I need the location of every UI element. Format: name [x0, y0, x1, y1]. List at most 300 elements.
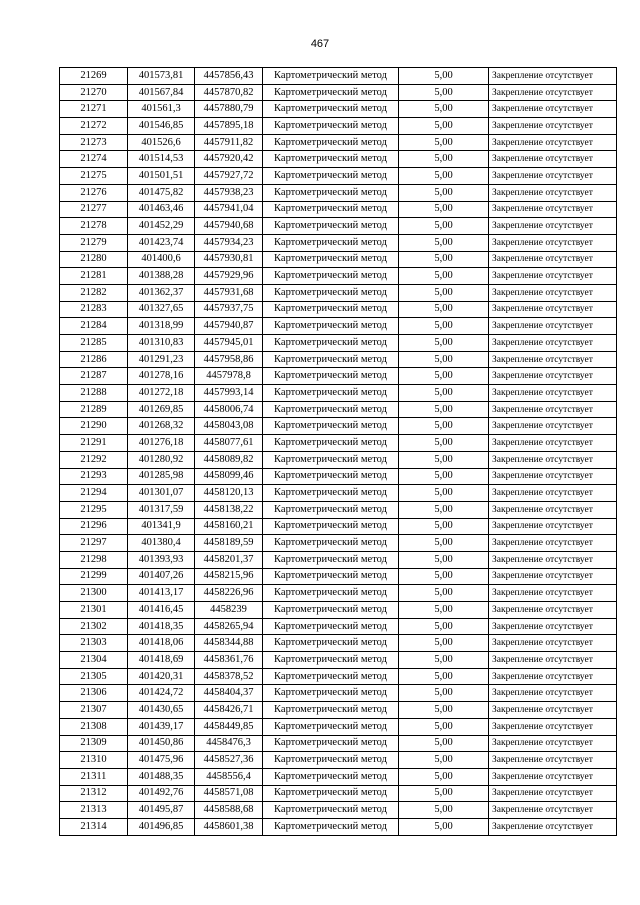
method-cell: Картометрический метод [263, 485, 399, 502]
y-coordinate-cell: 4457880,79 [195, 101, 263, 118]
fixation-cell: Закрепление отсутствует [489, 234, 617, 251]
fixation-cell: Закрепление отсутствует [489, 68, 617, 85]
table-row [60, 468, 617, 485]
x-coordinate-cell: 401413,17 [128, 585, 195, 602]
accuracy-cell: 5,00 [399, 234, 489, 251]
table-row [60, 802, 617, 819]
table-row [60, 485, 617, 502]
y-coordinate-cell: 4458449,85 [195, 718, 263, 735]
method-cell: Картометрический метод [263, 652, 399, 669]
method-cell: Картометрический метод [263, 368, 399, 385]
point-number-cell: 21292 [60, 451, 128, 468]
table-row [60, 101, 617, 118]
point-number-cell: 21287 [60, 368, 128, 385]
table-row [60, 151, 617, 168]
fixation-cell: Закрепление отсутствует [489, 602, 617, 619]
point-number-cell: 21280 [60, 251, 128, 268]
point-number-cell: 21269 [60, 68, 128, 85]
y-coordinate-cell: 4458089,82 [195, 451, 263, 468]
y-coordinate-cell: 4458265,94 [195, 618, 263, 635]
y-coordinate-cell: 4458160,21 [195, 518, 263, 535]
method-cell: Картометрический метод [263, 385, 399, 402]
y-coordinate-cell: 4458378,52 [195, 668, 263, 685]
accuracy-cell: 5,00 [399, 418, 489, 435]
x-coordinate-cell: 401514,53 [128, 151, 195, 168]
method-cell: Картометрический метод [263, 301, 399, 318]
fixation-cell: Закрепление отсутствует [489, 218, 617, 235]
page-number: 467 [310, 38, 330, 50]
method-cell: Картометрический метод [263, 318, 399, 335]
table-row [60, 418, 617, 435]
y-coordinate-cell: 4457870,82 [195, 84, 263, 101]
y-coordinate-cell: 4457927,72 [195, 168, 263, 185]
y-coordinate-cell: 4457856,43 [195, 68, 263, 85]
accuracy-cell: 5,00 [399, 451, 489, 468]
fixation-cell: Закрепление отсутствует [489, 685, 617, 702]
fixation-cell: Закрепление отсутствует [489, 468, 617, 485]
accuracy-cell: 5,00 [399, 118, 489, 135]
accuracy-cell: 5,00 [399, 268, 489, 285]
accuracy-cell: 5,00 [399, 101, 489, 118]
x-coordinate-cell: 401301,07 [128, 485, 195, 502]
method-cell: Картометрический метод [263, 568, 399, 585]
table-row [60, 201, 617, 218]
x-coordinate-cell: 401439,17 [128, 718, 195, 735]
x-coordinate-cell: 401310,83 [128, 335, 195, 352]
point-number-cell: 21294 [60, 485, 128, 502]
x-coordinate-cell: 401285,98 [128, 468, 195, 485]
y-coordinate-cell: 4458426,71 [195, 702, 263, 719]
method-cell: Картометрический метод [263, 234, 399, 251]
fixation-cell: Закрепление отсутствует [489, 485, 617, 502]
table-row [60, 668, 617, 685]
y-coordinate-cell: 4458215,96 [195, 568, 263, 585]
y-coordinate-cell: 4457945,01 [195, 335, 263, 352]
fixation-cell: Закрепление отсутствует [489, 151, 617, 168]
accuracy-cell: 5,00 [399, 251, 489, 268]
x-coordinate-cell: 401526,6 [128, 134, 195, 151]
fixation-cell: Закрепление отсутствует [489, 335, 617, 352]
table-row [60, 718, 617, 735]
point-number-cell: 21272 [60, 118, 128, 135]
y-coordinate-cell: 4457958,86 [195, 351, 263, 368]
x-coordinate-cell: 401418,69 [128, 652, 195, 669]
method-cell: Картометрический метод [263, 218, 399, 235]
accuracy-cell: 5,00 [399, 685, 489, 702]
table-row [60, 518, 617, 535]
x-coordinate-cell: 401278,16 [128, 368, 195, 385]
point-number-cell: 21311 [60, 768, 128, 785]
table-row [60, 134, 617, 151]
fixation-cell: Закрепление отсутствует [489, 84, 617, 101]
y-coordinate-cell: 4458077,61 [195, 435, 263, 452]
method-cell: Картометрический метод [263, 401, 399, 418]
accuracy-cell: 5,00 [399, 668, 489, 685]
accuracy-cell: 5,00 [399, 652, 489, 669]
x-coordinate-cell: 401317,59 [128, 501, 195, 518]
table-row [60, 168, 617, 185]
fixation-cell: Закрепление отсутствует [489, 451, 617, 468]
x-coordinate-cell: 401276,18 [128, 435, 195, 452]
method-cell: Картометрический метод [263, 351, 399, 368]
table-row [60, 318, 617, 335]
method-cell: Картометрический метод [263, 451, 399, 468]
table-row [60, 451, 617, 468]
y-coordinate-cell: 4457911,82 [195, 134, 263, 151]
point-number-cell: 21290 [60, 418, 128, 435]
x-coordinate-cell: 401418,35 [128, 618, 195, 635]
method-cell: Картометрический метод [263, 501, 399, 518]
method-cell: Картометрический метод [263, 802, 399, 819]
accuracy-cell: 5,00 [399, 718, 489, 735]
point-number-cell: 21286 [60, 351, 128, 368]
x-coordinate-cell: 401475,82 [128, 184, 195, 201]
x-coordinate-cell: 401362,37 [128, 284, 195, 301]
fixation-cell: Закрепление отсутствует [489, 652, 617, 669]
x-coordinate-cell: 401280,92 [128, 451, 195, 468]
accuracy-cell: 5,00 [399, 318, 489, 335]
point-number-cell: 21312 [60, 785, 128, 802]
table-row [60, 368, 617, 385]
method-cell: Картометрический метод [263, 702, 399, 719]
accuracy-cell: 5,00 [399, 568, 489, 585]
fixation-cell: Закрепление отсутствует [489, 401, 617, 418]
table-row [60, 585, 617, 602]
fixation-cell: Закрепление отсутствует [489, 301, 617, 318]
fixation-cell: Закрепление отсутствует [489, 518, 617, 535]
table-row [60, 685, 617, 702]
method-cell: Картометрический метод [263, 752, 399, 769]
table-row [60, 768, 617, 785]
method-cell: Картометрический метод [263, 818, 399, 835]
accuracy-cell: 5,00 [399, 735, 489, 752]
accuracy-cell: 5,00 [399, 151, 489, 168]
point-number-cell: 21310 [60, 752, 128, 769]
x-coordinate-cell: 401400,6 [128, 251, 195, 268]
accuracy-cell: 5,00 [399, 335, 489, 352]
point-number-cell: 21303 [60, 635, 128, 652]
accuracy-cell: 5,00 [399, 602, 489, 619]
accuracy-cell: 5,00 [399, 501, 489, 518]
accuracy-cell: 5,00 [399, 401, 489, 418]
table-row [60, 284, 617, 301]
x-coordinate-cell: 401452,29 [128, 218, 195, 235]
point-number-cell: 21276 [60, 184, 128, 201]
y-coordinate-cell: 4458006,74 [195, 401, 263, 418]
method-cell: Картометрический метод [263, 118, 399, 135]
accuracy-cell: 5,00 [399, 468, 489, 485]
y-coordinate-cell: 4458239 [195, 602, 263, 619]
x-coordinate-cell: 401501,51 [128, 168, 195, 185]
method-cell: Картометрический метод [263, 168, 399, 185]
y-coordinate-cell: 4458344,88 [195, 635, 263, 652]
x-coordinate-cell: 401327,65 [128, 301, 195, 318]
method-cell: Картометрический метод [263, 585, 399, 602]
x-coordinate-cell: 401495,87 [128, 802, 195, 819]
point-number-cell: 21284 [60, 318, 128, 335]
table-row [60, 84, 617, 101]
point-number-cell: 21278 [60, 218, 128, 235]
y-coordinate-cell: 4458138,22 [195, 501, 263, 518]
accuracy-cell: 5,00 [399, 368, 489, 385]
point-number-cell: 21282 [60, 284, 128, 301]
table-row [60, 401, 617, 418]
y-coordinate-cell: 4457940,68 [195, 218, 263, 235]
fixation-cell: Закрепление отсутствует [489, 251, 617, 268]
accuracy-cell: 5,00 [399, 752, 489, 769]
x-coordinate-cell: 401450,86 [128, 735, 195, 752]
table-row [60, 118, 617, 135]
fixation-cell: Закрепление отсутствует [489, 618, 617, 635]
point-number-cell: 21271 [60, 101, 128, 118]
method-cell: Картометрический метод [263, 418, 399, 435]
fixation-cell: Закрепление отсутствует [489, 134, 617, 151]
method-cell: Картометрический метод [263, 535, 399, 552]
fixation-cell: Закрепление отсутствует [489, 318, 617, 335]
point-number-cell: 21274 [60, 151, 128, 168]
table-row [60, 335, 617, 352]
fixation-cell: Закрепление отсутствует [489, 101, 617, 118]
point-number-cell: 21298 [60, 551, 128, 568]
accuracy-cell: 5,00 [399, 68, 489, 85]
table-body [60, 68, 617, 836]
table-row [60, 568, 617, 585]
accuracy-cell: 5,00 [399, 218, 489, 235]
method-cell: Картометрический метод [263, 84, 399, 101]
accuracy-cell: 5,00 [399, 201, 489, 218]
accuracy-cell: 5,00 [399, 635, 489, 652]
fixation-cell: Закрепление отсутствует [489, 184, 617, 201]
table-row [60, 301, 617, 318]
fixation-cell: Закрепление отсутствует [489, 818, 617, 835]
table-row [60, 551, 617, 568]
x-coordinate-cell: 401380,4 [128, 535, 195, 552]
x-coordinate-cell: 401430,65 [128, 702, 195, 719]
fixation-cell: Закрепление отсутствует [489, 568, 617, 585]
table-row [60, 635, 617, 652]
table-row [60, 251, 617, 268]
y-coordinate-cell: 4457929,96 [195, 268, 263, 285]
y-coordinate-cell: 4457978,8 [195, 368, 263, 385]
accuracy-cell: 5,00 [399, 301, 489, 318]
y-coordinate-cell: 4458361,76 [195, 652, 263, 669]
x-coordinate-cell: 401424,72 [128, 685, 195, 702]
accuracy-cell: 5,00 [399, 818, 489, 835]
fixation-cell: Закрепление отсутствует [489, 535, 617, 552]
method-cell: Картометрический метод [263, 284, 399, 301]
accuracy-cell: 5,00 [399, 184, 489, 201]
point-number-cell: 21306 [60, 685, 128, 702]
point-number-cell: 21275 [60, 168, 128, 185]
y-coordinate-cell: 4458404,37 [195, 685, 263, 702]
table-row [60, 435, 617, 452]
x-coordinate-cell: 401268,32 [128, 418, 195, 435]
fixation-cell: Закрепление отсутствует [489, 501, 617, 518]
fixation-cell: Закрепление отсутствует [489, 201, 617, 218]
fixation-cell: Закрепление отсутствует [489, 585, 617, 602]
table-row [60, 618, 617, 635]
method-cell: Картометрический метод [263, 685, 399, 702]
x-coordinate-cell: 401318,99 [128, 318, 195, 335]
y-coordinate-cell: 4457937,75 [195, 301, 263, 318]
table-row [60, 535, 617, 552]
fixation-cell: Закрепление отсутствует [489, 435, 617, 452]
point-number-cell: 21285 [60, 335, 128, 352]
point-number-cell: 21291 [60, 435, 128, 452]
method-cell: Картометрический метод [263, 718, 399, 735]
method-cell: Картометрический метод [263, 251, 399, 268]
y-coordinate-cell: 4457895,18 [195, 118, 263, 135]
accuracy-cell: 5,00 [399, 785, 489, 802]
fixation-cell: Закрепление отсутствует [489, 635, 617, 652]
point-number-cell: 21281 [60, 268, 128, 285]
point-number-cell: 21283 [60, 301, 128, 318]
accuracy-cell: 5,00 [399, 351, 489, 368]
point-number-cell: 21309 [60, 735, 128, 752]
y-coordinate-cell: 4457938,23 [195, 184, 263, 201]
y-coordinate-cell: 4458201,37 [195, 551, 263, 568]
point-number-cell: 21302 [60, 618, 128, 635]
x-coordinate-cell: 401269,85 [128, 401, 195, 418]
table-row [60, 652, 617, 669]
fixation-cell: Закрепление отсутствует [489, 418, 617, 435]
x-coordinate-cell: 401475,96 [128, 752, 195, 769]
point-number-cell: 21301 [60, 602, 128, 619]
point-number-cell: 21277 [60, 201, 128, 218]
point-number-cell: 21288 [60, 385, 128, 402]
fixation-cell: Закрепление отсутствует [489, 268, 617, 285]
coordinates-table [59, 67, 617, 836]
method-cell: Картометрический метод [263, 768, 399, 785]
y-coordinate-cell: 4457931,68 [195, 284, 263, 301]
method-cell: Картометрический метод [263, 435, 399, 452]
method-cell: Картометрический метод [263, 468, 399, 485]
point-number-cell: 21305 [60, 668, 128, 685]
method-cell: Картометрический метод [263, 635, 399, 652]
accuracy-cell: 5,00 [399, 551, 489, 568]
table-row [60, 501, 617, 518]
point-number-cell: 21296 [60, 518, 128, 535]
x-coordinate-cell: 401393,93 [128, 551, 195, 568]
accuracy-cell: 5,00 [399, 435, 489, 452]
point-number-cell: 21293 [60, 468, 128, 485]
y-coordinate-cell: 4457920,42 [195, 151, 263, 168]
method-cell: Картометрический метод [263, 335, 399, 352]
fixation-cell: Закрепление отсутствует [489, 702, 617, 719]
fixation-cell: Закрепление отсутствует [489, 768, 617, 785]
method-cell: Картометрический метод [263, 735, 399, 752]
accuracy-cell: 5,00 [399, 518, 489, 535]
fixation-cell: Закрепление отсутствует [489, 802, 617, 819]
method-cell: Картометрический метод [263, 268, 399, 285]
accuracy-cell: 5,00 [399, 702, 489, 719]
point-number-cell: 21270 [60, 84, 128, 101]
x-coordinate-cell: 401291,23 [128, 351, 195, 368]
x-coordinate-cell: 401407,26 [128, 568, 195, 585]
accuracy-cell: 5,00 [399, 535, 489, 552]
x-coordinate-cell: 401341,9 [128, 518, 195, 535]
fixation-cell: Закрепление отсутствует [489, 385, 617, 402]
table-row [60, 268, 617, 285]
y-coordinate-cell: 4458556,4 [195, 768, 263, 785]
method-cell: Картометрический метод [263, 602, 399, 619]
x-coordinate-cell: 401423,74 [128, 234, 195, 251]
x-coordinate-cell: 401416,45 [128, 602, 195, 619]
fixation-cell: Закрепление отсутствует [489, 718, 617, 735]
method-cell: Картометрический метод [263, 518, 399, 535]
y-coordinate-cell: 4458226,96 [195, 585, 263, 602]
fixation-cell: Закрепление отсутствует [489, 284, 617, 301]
accuracy-cell: 5,00 [399, 284, 489, 301]
table-row [60, 385, 617, 402]
table-row [60, 702, 617, 719]
x-coordinate-cell: 401420,31 [128, 668, 195, 685]
table-row [60, 234, 617, 251]
y-coordinate-cell: 4457940,87 [195, 318, 263, 335]
x-coordinate-cell: 401561,3 [128, 101, 195, 118]
accuracy-cell: 5,00 [399, 485, 489, 502]
y-coordinate-cell: 4457930,81 [195, 251, 263, 268]
method-cell: Картометрический метод [263, 68, 399, 85]
accuracy-cell: 5,00 [399, 768, 489, 785]
table-row [60, 218, 617, 235]
method-cell: Картометрический метод [263, 134, 399, 151]
fixation-cell: Закрепление отсутствует [489, 351, 617, 368]
fixation-cell: Закрепление отсутствует [489, 752, 617, 769]
y-coordinate-cell: 4458527,36 [195, 752, 263, 769]
method-cell: Картометрический метод [263, 184, 399, 201]
point-number-cell: 21308 [60, 718, 128, 735]
table-row [60, 184, 617, 201]
accuracy-cell: 5,00 [399, 134, 489, 151]
x-coordinate-cell: 401418,06 [128, 635, 195, 652]
accuracy-cell: 5,00 [399, 84, 489, 101]
method-cell: Картометрический метод [263, 668, 399, 685]
y-coordinate-cell: 4458588,68 [195, 802, 263, 819]
fixation-cell: Закрепление отсутствует [489, 785, 617, 802]
accuracy-cell: 5,00 [399, 385, 489, 402]
fixation-cell: Закрепление отсутствует [489, 168, 617, 185]
point-number-cell: 21304 [60, 652, 128, 669]
point-number-cell: 21314 [60, 818, 128, 835]
fixation-cell: Закрепление отсутствует [489, 735, 617, 752]
x-coordinate-cell: 401488,35 [128, 768, 195, 785]
fixation-cell: Закрепление отсутствует [489, 368, 617, 385]
table-row [60, 602, 617, 619]
accuracy-cell: 5,00 [399, 618, 489, 635]
y-coordinate-cell: 4458043,08 [195, 418, 263, 435]
y-coordinate-cell: 4458099,46 [195, 468, 263, 485]
fixation-cell: Закрепление отсутствует [489, 668, 617, 685]
y-coordinate-cell: 4458571,08 [195, 785, 263, 802]
point-number-cell: 21300 [60, 585, 128, 602]
x-coordinate-cell: 401492,76 [128, 785, 195, 802]
y-coordinate-cell: 4458120,13 [195, 485, 263, 502]
table-row [60, 68, 617, 85]
y-coordinate-cell: 4458189,59 [195, 535, 263, 552]
method-cell: Картометрический метод [263, 151, 399, 168]
point-number-cell: 21299 [60, 568, 128, 585]
accuracy-cell: 5,00 [399, 168, 489, 185]
x-coordinate-cell: 401272,18 [128, 385, 195, 402]
y-coordinate-cell: 4458476,3 [195, 735, 263, 752]
point-number-cell: 21279 [60, 234, 128, 251]
point-number-cell: 21295 [60, 501, 128, 518]
method-cell: Картометрический метод [263, 551, 399, 568]
point-number-cell: 21313 [60, 802, 128, 819]
method-cell: Картометрический метод [263, 785, 399, 802]
x-coordinate-cell: 401573,81 [128, 68, 195, 85]
